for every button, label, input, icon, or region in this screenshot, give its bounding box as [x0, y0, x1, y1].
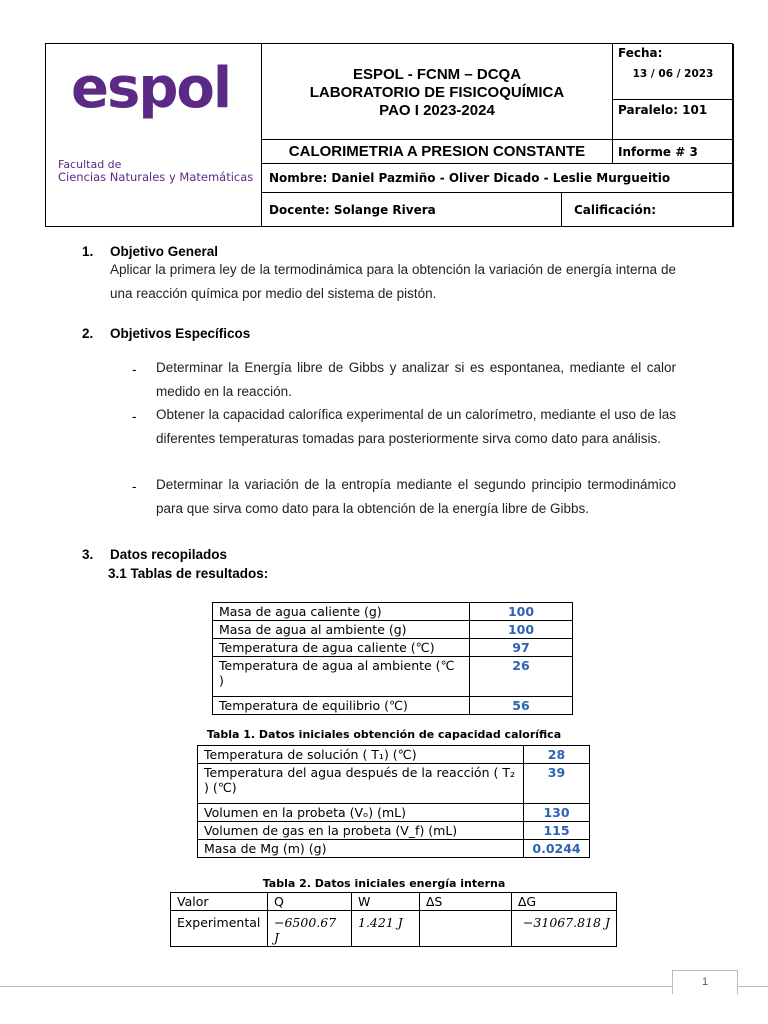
section-3-number: 3.	[82, 547, 94, 562]
logo-cell	[46, 44, 262, 227]
section-2-title: Objetivos Específicos	[110, 326, 251, 341]
table-row: Temperatura del agua después de la reacción ( T₂ ) (℃) 39	[198, 764, 590, 804]
table-row: Volumen de gas en la probeta (V_f) (mL) 115	[198, 822, 590, 840]
calificacion-cell: Calificación:	[562, 193, 734, 227]
table-row: Masa de agua al ambiente (g) 100	[213, 621, 573, 639]
table-1-caption: Tabla 1. Datos iniciales obtención de capacidad calorífica	[206, 728, 562, 741]
section-2-number: 2.	[82, 326, 94, 341]
table-row: Temperatura de agua caliente (℃) 97	[213, 639, 573, 657]
table-header-row: Valor Q W ∆S ∆G	[171, 893, 617, 911]
bullet-mark: -	[132, 479, 137, 494]
table-row: Volumen en la probeta (Vₒ) (mL) 130	[198, 804, 590, 822]
fecha-value: 13 / 06 / 2023	[632, 68, 714, 80]
list-item: Determinar la variación de la entropía mediante el segundo principio termodinámico para que sirva como dato para la obtención de la energía libre de Gibbs.	[156, 477, 676, 516]
report-header	[45, 43, 733, 227]
section-1-text: Aplicar la primera ley de la termodinámica para la obtención la variación de energía interna de una reacción química por medio del sistema de pistón.	[110, 262, 676, 301]
footer-divider	[0, 986, 768, 987]
paralelo-cell: Paralelo: 101	[613, 100, 734, 140]
table-row: Masa de Mg (m) (g) 0.0244	[198, 840, 590, 858]
table-1	[212, 602, 573, 715]
table-row: Temperatura de agua al ambiente (℃ ) 26	[213, 657, 573, 697]
table-row: Experimental −6500.67 J 1.421 J −31067.818 J	[171, 911, 617, 947]
fecha-cell: Fecha: 13 / 06 / 2023	[613, 44, 734, 100]
docente-cell: Docente: Solange Rivera	[262, 193, 562, 227]
table-2	[197, 745, 590, 858]
bullet-mark: -	[132, 362, 137, 377]
faculty-label: Facultad de Ciencias Naturales y Matemáticas	[58, 158, 254, 184]
section-1-title: Objetivo General	[110, 244, 219, 259]
nombre-cell: Nombre: Daniel Pazmiño - Oliver Dicado - Leslie Murgueitio	[262, 164, 734, 193]
subsection-3-1-title: 3.1 Tablas de resultados:	[108, 566, 269, 581]
table-row: Temperatura de solución ( T₁) (℃) 28	[198, 746, 590, 764]
institution-title: ESPOL - FCNM – DCQA LABORATORIO DE FISICOQUÍMICA PAO I 2023-2024	[262, 44, 613, 140]
list-item: Obtener la capacidad calorífica experimental de un calorímetro, mediante el uso de las diferentes temperaturas tomadas para posteriormente sirva como dato para análisis.	[156, 407, 676, 446]
report-subject: CALORIMETRIA A PRESION CONSTANTE	[262, 140, 613, 164]
section-3-title: Datos recopilados	[110, 547, 228, 562]
informe-cell: Informe # 3	[613, 140, 734, 164]
page-number: 1	[672, 970, 738, 994]
table-row: Masa de agua caliente (g) 100	[213, 603, 573, 621]
section-1-number: 1.	[82, 244, 94, 259]
list-item: Determinar la Energía libre de Gibbs y analizar si es espontanea, mediante el calor medido en la reacción.	[156, 360, 676, 399]
table-3	[170, 892, 617, 947]
bullet-mark: -	[132, 409, 137, 424]
table-2-caption: Tabla 2. Datos iniciales energía interna	[262, 877, 506, 890]
table-row: Temperatura de equilibrio (℃) 56	[213, 697, 573, 715]
espol-logo: espol	[71, 56, 231, 121]
